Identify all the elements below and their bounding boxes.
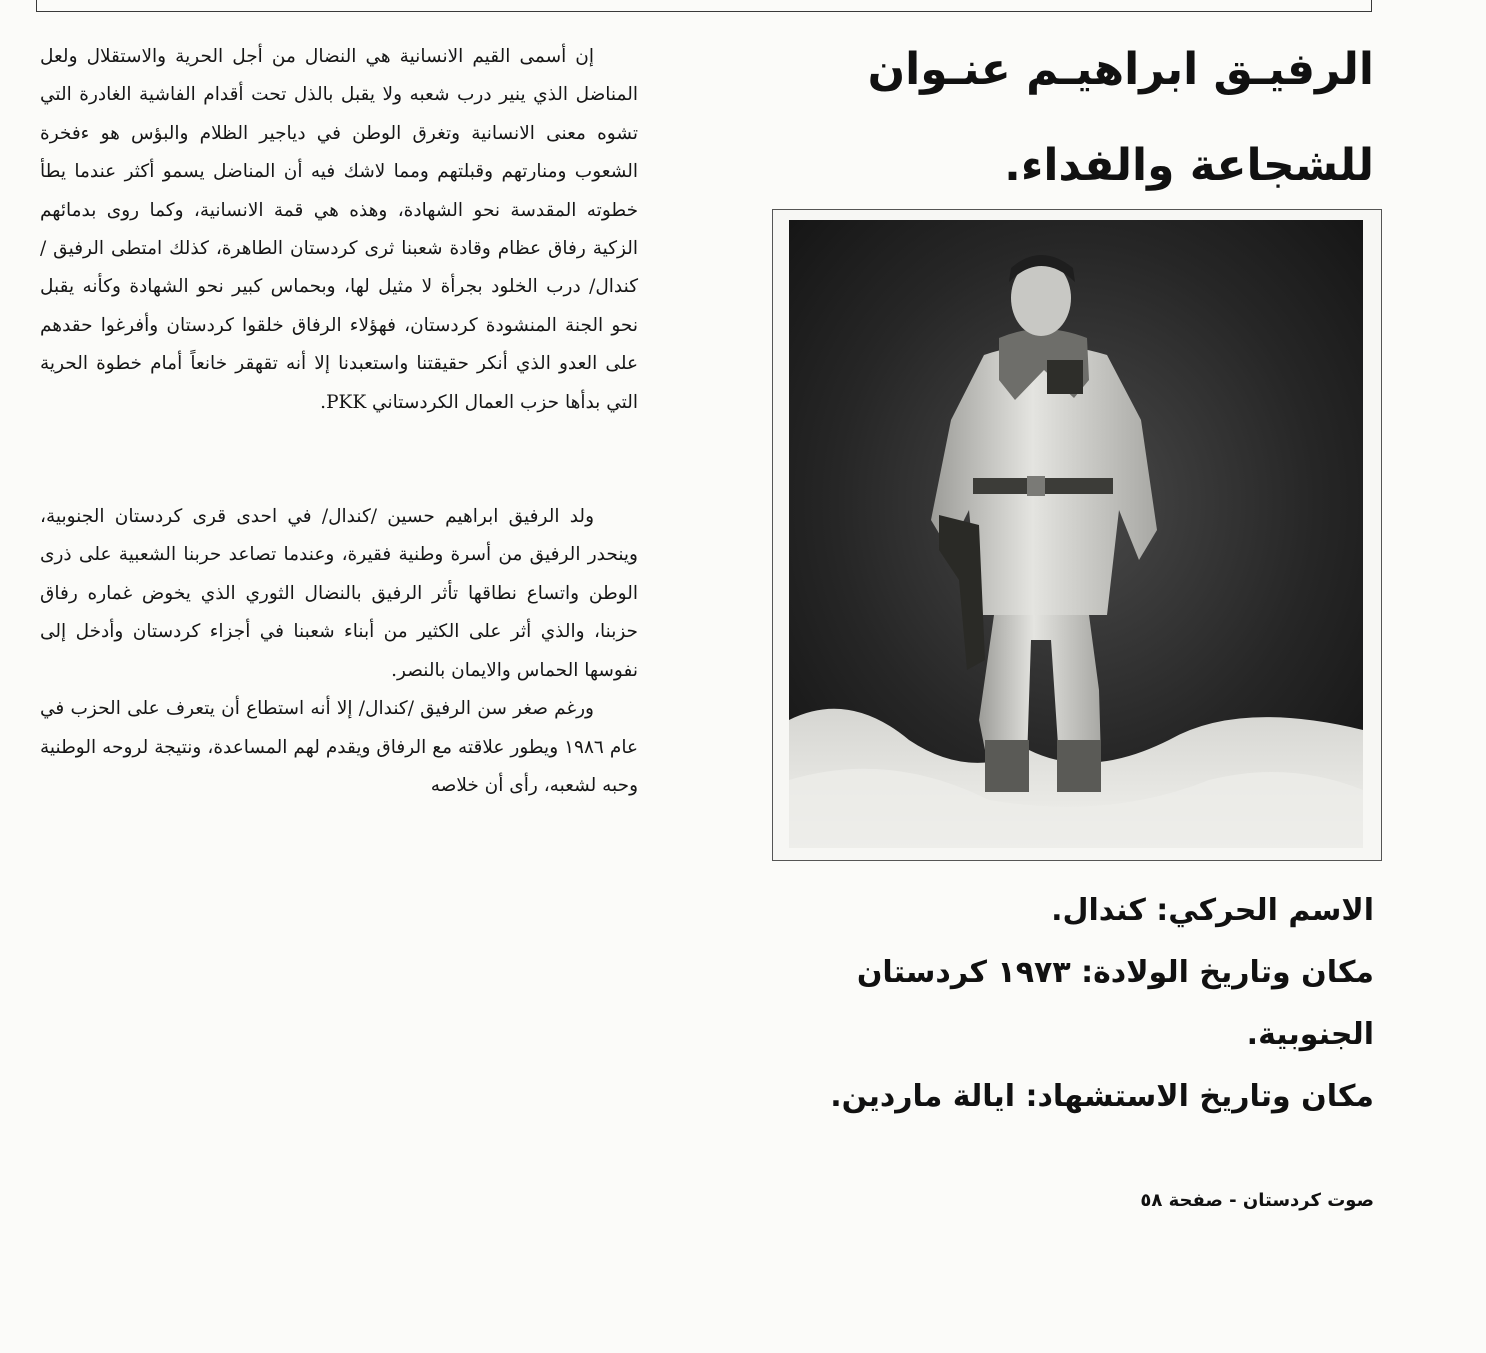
- article-title: [814, 22, 1374, 214]
- article-paragraph-1: إن أسمى القيم الانسانية هي النضال من أجل الحرية والاستقلال ولعل المناضل الذي ينير درب شعبه ولا يقبل بالذل تحت أقدام الفاشية الغادرة التي تشوه معنى الانسانية وتغرق الوطن في دياجير الظلام والبؤس هو ءفخرة الشعوب ومنارتهم وقبلتهم ومما لاشك فيه أن المناضل يسمو أكثر عندما يطأ خطوته المقدسة نحو الشهادة، وهذه هي قمة الانسانية، وكما روى بدمائهم الزكية رفاق عظام وقادة شعبنا ثرى كردستان الطاهرة، كذلك امتطى الرفيق /كندال/ درب الخلود بجرأة لا مثيل لها، وبحماس كبير نحو الشهادة وكأنه يقبل نحو الجنة المنشودة كردستان، فهؤلاء الرفاق خلقوا كردستان وأفرغوا حقدهم على العدو الذي أنكر حقيقتنا واستعبدنا إلا أنه تقهقر خانعاً أمام خطوة الحرية التي بدأها حزب العمال الكردستاني PKK.: [40, 46, 638, 413]
- detail-birth: مكان وتاريخ الولادة: ١٩٧٣ كردستان الجنوبية.: [856, 955, 1374, 1052]
- portrait-photo: [789, 220, 1363, 848]
- detail-martyrdom: مكان وتاريخ الاستشهاد: ايالة ماردين.: [830, 1079, 1374, 1114]
- title-line-2: للشجاعة والفداء.: [1004, 140, 1374, 191]
- martyr-details: [794, 880, 1374, 1128]
- article-paragraph-2: ولد الرفيق ابراهيم حسين /كندال/ في احدى قرى كردستان الجنوبية، وينحدر الرفيق من أسرة وطنية فقيرة، وعندما تصاعد حربنا الشعبية على ذرى الوطن واتساع نطاقها تأثر الرفيق بالنضال الثوري الذي يخوض غماره رفاق حزبنا، والذي أثر على الكثير من أبناء شعبنا في أجزاء كردستان وأدخل إلى نفوسها الحماس والايمان بالنصر.: [40, 506, 638, 681]
- article-paragraph-3: ورغم صغر سن الرفيق /كندال/ إلا أنه استطاع أن يتعرف على الحزب في عام ١٩٨٦ ويطور علاقته مع الرفاق ويقدم لهم المساعدة، ونتيجة لروحه الوطنية وحبه لشعبه، رأى أن خلاصه: [40, 698, 638, 796]
- detail-alias: الاسم الحركي: كندال.: [1051, 893, 1374, 928]
- title-line-1: الرفيـق ابراهيـم عنـوان: [867, 44, 1374, 95]
- figure-boot-left: [985, 740, 1029, 792]
- figure-boot-right: [1057, 740, 1101, 792]
- article-body: [40, 38, 638, 805]
- portrait-photo-frame: [772, 209, 1382, 861]
- top-border-rule: [36, 0, 1372, 12]
- page-caption: صوت كردستان - صفحة ٥٨: [1140, 1190, 1374, 1211]
